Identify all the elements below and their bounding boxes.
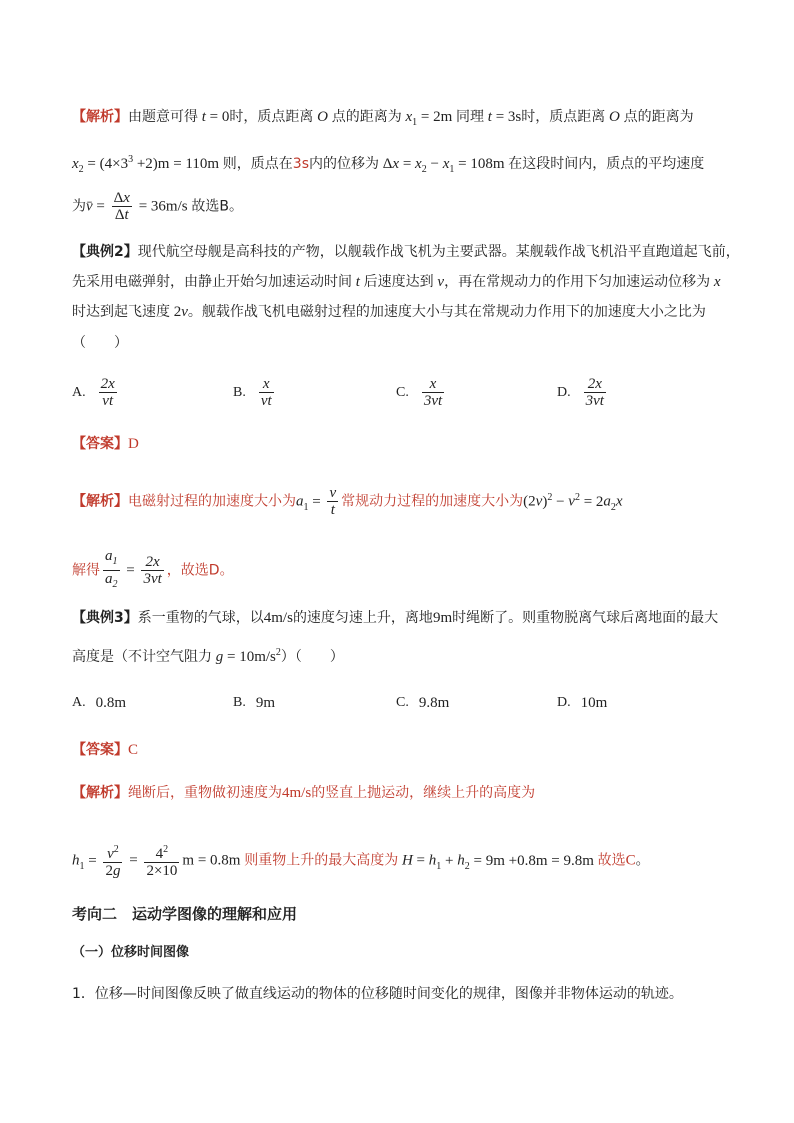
example3-choice-a[interactable]: A. 0.8m [72,695,127,711]
example2-choice-b[interactable]: B. $\frac{x}{vt}$ [233,376,272,409]
example2-answer: 【答案】D [72,436,139,452]
example3-line2: 高度是（不计空气阻力 $g = 10m/s^2$）（ ） [72,647,344,665]
example2-analysis-line2: 解得 $\frac{a_1}{a_2}$ = $\frac{2x}{3vt}$ ，故选D。 [72,548,234,590]
example3-line1: 【典例3】系一重物的气球，以4m/s的速度匀速上升，离地9m时绳断了。则重物脱离气球后离地面的最大 [72,610,719,626]
example2-line3: 时达到起飞速度 2v。舰载作战飞机电磁射过程的加速度大小与其在常规动力作用下的加速度大小之比为 [72,304,706,320]
analysis1-line3: 为v̄ = $\frac{\Delta x}{\Delta t}$ = 36m/s 故选B。 [72,190,243,223]
example2-line2: 先采用电磁弹射，由静止开始匀加速运动时间 t 后速度达到 v，再在常规动力的作用下匀加速运动位移为 x [72,274,721,290]
example2-choice-d[interactable]: D. $\frac{2x}{3vt}$ [557,376,604,409]
example3-choice-b[interactable]: B. 9m [233,695,276,711]
example2-tag: 【典例2】 [72,244,138,260]
analysis-tag: 【解析】 [72,109,128,125]
example2-choice-c[interactable]: C. $\frac{x}{3vt}$ [396,376,443,409]
example3-analysis-line2: $h_1$ = $\frac{v^2}{2g}$ = $\frac{4^2}{2\times 10}$ m = 0.8m 则重物上升的最大高度为 $H = h_1 + h_2 = 9m +0.8m = 9.8m$ 故选C。 [72,844,650,879]
analysis1-line2: $x_2 = (4\times 3^3 +2)m = 110m$ 则，质点在3s内的位移为 $\Delta x = x_2 - x_1 = 108m$ 在这段时间内，质点的平均速度 [72,154,705,175]
example2-line4: （ ） [72,335,128,351]
section-title: 考向二 运动学图像的理解和应用 [72,905,298,923]
example2-choice-a[interactable]: A. $\frac{2x}{vt}$ [72,376,115,409]
example3-answer: 【答案】C [72,742,139,758]
example3-choice-c[interactable]: C. 9.8m [396,695,450,711]
example3-tag: 【典例3】 [72,610,138,626]
section-subtitle: （一）位移时间图像 [72,945,190,960]
section-paragraph-1: 1．位移—时间图像反映了做直线运动的物体的位移随时间变化的规律，图像并非物体运动的轨迹。 [72,986,683,1002]
example2-analysis-line1: 【解析】电磁射过程的加速度大小为$a_1$ = $\frac{v}{t}$ 常规动力过程的加速度大小为$(2v)^2 - v^2 = 2a_2x$ [72,485,623,518]
example3-analysis-line1: 【解析】绳断后，重物做初速度为4m/s的竖直上抛运动，继续上升的高度为 [72,785,536,801]
example2-line1: 【典例2】现代航空母舰是高科技的产物，以舰载作战飞机为主要武器。某舰载作战飞机沿平直跑道起飞前， [72,244,740,260]
analysis1-line1: 【解析】由题意可得 t = 0时，质点距离 O 点的距离为 $x_1 = 2m$ 同理 t = 3s时，质点距离 O 点的距离为 [72,109,694,128]
example3-choice-d[interactable]: D. 10m [557,695,608,711]
